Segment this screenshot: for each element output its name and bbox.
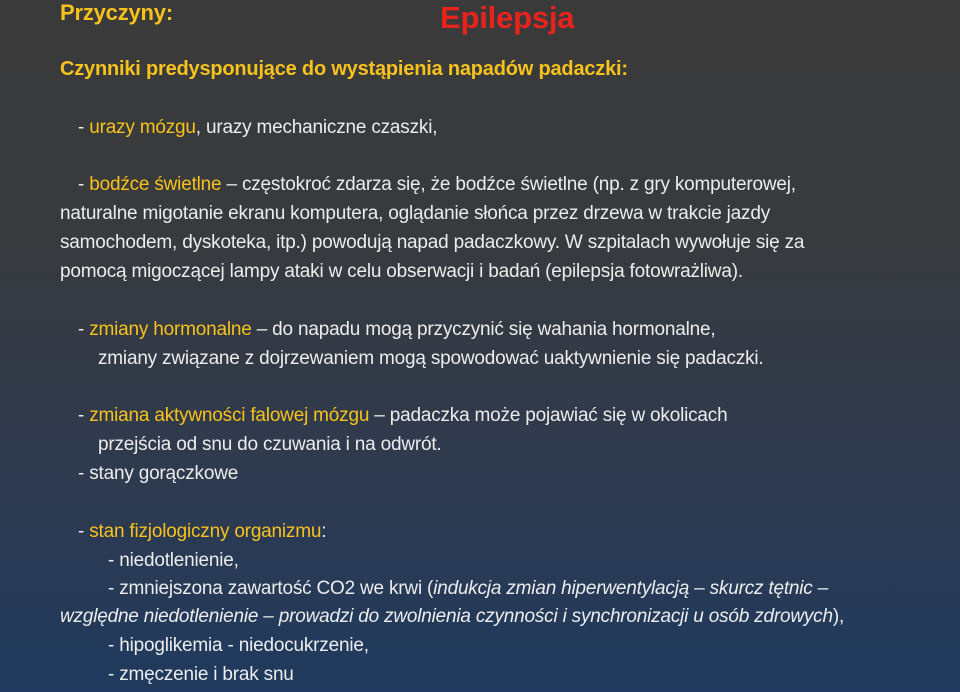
paragraph-line: przejścia od snu do czuwania i na odwrót. — [98, 434, 442, 455]
subheading: Czynniki predysponujące do wystąpienia napadów padaczki: — [60, 58, 628, 80]
list-item-goraczkowe: - stany gorączkowe — [78, 463, 239, 484]
paragraph-line: samochodem, dyskoteka, itp.) powodują napad padaczkowy. W szpitalach wywołuje się za — [60, 232, 805, 253]
sub-item-co2 — [108, 575, 828, 603]
item-text: – do napadu mogą przyczynić się wahania hormonalne, — [251, 319, 716, 340]
section-label: Przyczyny: — [60, 0, 173, 25]
list-item-aktywnosc — [78, 402, 727, 430]
dash: - — [78, 117, 90, 138]
dash: - — [78, 521, 90, 542]
paragraph-line: naturalne migotanie ekranu komputera, oglądanie słońca przez drzewa w trakcie jazdy — [60, 203, 771, 224]
list-item-bodzce — [78, 171, 796, 199]
item-text: , urazy mechaniczne czaszki, — [195, 117, 438, 138]
dash: - — [78, 319, 90, 340]
list-item-hormonalne — [78, 316, 715, 344]
list-item-stan-fizjologiczny — [78, 518, 326, 546]
highlight-term: stan fizjologiczny organizmu — [89, 521, 322, 542]
sub-item-co2-cont — [60, 603, 844, 631]
slide-title: Epilepsja — [440, 0, 575, 35]
sub-item-text: ), — [832, 606, 845, 627]
highlight-term: zmiany hormonalne — [89, 319, 252, 340]
item-text: – częstokroć zdarza się, że bodźce świetlne (np. z gry komputerowej, — [221, 174, 796, 195]
sub-item-zmeczenie: - zmęczenie i brak snu — [108, 664, 294, 685]
paragraph-line: zmiany związane z dojrzewaniem mogą spowodować uaktywnienie się padaczki. — [98, 348, 764, 369]
dash: - — [78, 174, 90, 195]
highlight-term: zmiana aktywności falowej mózgu — [89, 405, 370, 426]
sub-item-hipoglikemia: - hipoglikemia - niedocukrzenie, — [108, 635, 369, 656]
sub-item-text: - zmniejszona zawartość CO2 we krwi ( — [108, 578, 434, 599]
sub-item-niedotlenienie: - niedotlenienie, — [108, 550, 239, 571]
italic-text: indukcja zmian hiperwentylacją – skurcz tętnic – — [433, 578, 829, 599]
item-text: – padaczka może pojawiać się w okolicach — [369, 405, 728, 426]
highlight-term: bodźce świetlne — [89, 174, 222, 195]
dash: - — [78, 405, 90, 426]
item-text: : — [321, 521, 327, 542]
italic-text: względne niedotlenienie – prowadzi do zwolnienia czynności i synchronizacji u osób zdrowych — [60, 606, 833, 627]
paragraph-line: pomocą migoczącej lampy ataki w celu obserwacji i badań (epilepsja fotowrażliwa). — [60, 261, 743, 282]
highlight-term: urazy mózgu — [89, 117, 196, 138]
list-item-urazy — [78, 114, 437, 142]
